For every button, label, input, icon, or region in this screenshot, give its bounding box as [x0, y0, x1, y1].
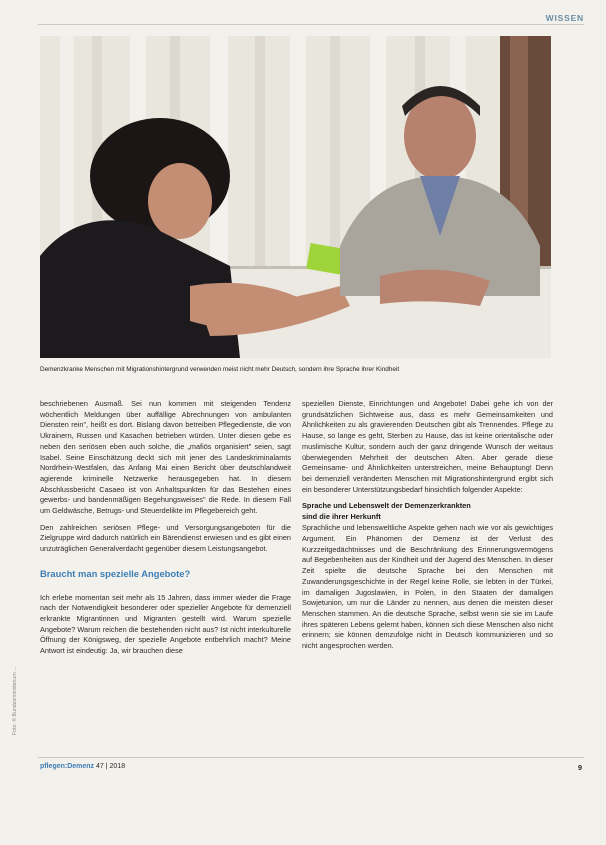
- subheading-line-2: sind die ihrer Herkunft: [302, 511, 381, 521]
- left-column: [40, 399, 291, 663]
- page-number: 9: [577, 763, 582, 772]
- subheading-line-1: Sprache und Lebenswelt der Demenzerkrankten: [302, 501, 471, 511]
- footer-magazine: [40, 763, 125, 770]
- article-photo: [40, 36, 551, 358]
- paragraph: Den zahlreichen seriösen Pflege- und Versorgungsangeboten für die Zielgruppe wird dadurch natürlich ein Bärendienst erwiesen und es gibt einen unzuträglichen Generalverdacht gegenüber diesem Leistungsangebot.: [40, 522, 291, 554]
- paragraph: speziellen Dienste, Einrichtungen und Angebote! Dabei gehe ich von der grundsätzlichen Sichtweise aus, dass es mehr Gemeinsamkeiten und Ähnlichkeiten zu als gravierenden Deutschen gibt als Trennendes. Pflege zu Hause, so lange es geht, Sterben zu Hause, das ist keine orientalische oder muslimische Kultur, sondern auch der ganz dringende Wunsch der weitaus überwiegenden Mehrheit der deutschen Alten. Aber gerade diese Gemeinsame- und Ähnlichkeiten unterstreichen, meine Behauptung! Denn bei demenziell veränderten Menschen mit Migrationshintergrund ergibt sich ein besonderer Unterstützungsbedarf hinsichtlich folgender Aspekte:: [302, 399, 553, 494]
- footer-divider: [38, 757, 584, 758]
- right-column: [302, 399, 553, 658]
- subheading: [302, 501, 553, 522]
- section-heading: Braucht man spezielle Angebote?: [40, 567, 191, 579]
- paragraph: Sprachliche und lebensweltliche Aspekte gehen nach wie vor als gewichtiges Argument. Ein Phänomen der Demenz ist der Verlust des Kurzzeitgedächtnisses und die Beschränkung des Erinnerungsvermögens auf Begebenheiten aus der Kindheit und der Jugend des Menschen. In dieser Zeit spielte die deutsche Sprache bei den Menschen mit Zuwanderungsgeschichte in der Regel keine Rolle, sie lebten in der Türkei, im damaligen Jugoslawien, in Polen, in den Staaten der damaligen Sowjetunion, um nur die Länder zu nennen, aus denen die meisten dieser Menschen stammen. An die deutsche Sprache, selbst wenn sie sie im Laufe ihres späteren Lebens gelernt haben, können sich diese Menschen also nicht erinnern; sie können demzufolge nicht in Deutsch kommunizieren und so nicht angesprochen werden.: [302, 523, 553, 651]
- photo-illustration: [40, 36, 551, 358]
- paragraph: beschriebenen Ausmaß. Sei nun kommen mit steigenden Tendenz wöchentlich Meldungen über auffällige Abrechnungen von ambulanten Diensten rein", heißt es dort. Bislang davon betreiben Pflegedienste, die von Ukrainern, Russen und Kasachen betrieben würden. Unter diesen gebe es neben den seriösen eben auch solche, die „mafiös organisiert" seien, sagt Isabel. Seine Einschätzung deckt sich mit jener des Landeskriminalamts Nordrhein-Westfalen, das Anfang Mai einen Bericht über deutschlandweit agierende kriminelle Netzwerke herausgegeben hat. In diesem Abschlussbericht Casaeo ist von Anhaltspunkten für das Bestehen eines gewerbs- und bandenmäßigen Begehungsweises" die Rede. In diesem Fall um Geldwäsche, Betrugs- und Steuerdelikte im Pflegebereich geht.: [40, 399, 291, 516]
- photo-credit: Foto: © Bundesministerium ...: [12, 666, 18, 735]
- photo-caption: Demenzkranke Menschen mit Migrationshintergrund verwenden meist nicht mehr Deutsch, sondern ihre Sprache ihrer Kindheit: [40, 366, 400, 373]
- top-divider: [38, 24, 584, 25]
- magazine-issue: 47 | 2018: [96, 763, 126, 770]
- magazine-name: pflegen:Demenz: [40, 763, 95, 770]
- section-label: WISSEN: [545, 13, 584, 23]
- paragraph: Ich erlebe momentan seit mehr als 15 Jahren, dass immer wieder die Frage nach der Notwendigkeit besonderer oder spezieller Angebote für demenziell erkrankte Migrantinnen und Migranten gestellt wird. Warum spezielle Angebote? Warum reichen die bestehenden nicht aus? Ist nicht interkulturelle Öffnung der Königsweg, der spezielle Angebote entbehrlich macht? Meine Antwort ist eindeutig: Ja, wir brauchen diese: [40, 592, 291, 656]
